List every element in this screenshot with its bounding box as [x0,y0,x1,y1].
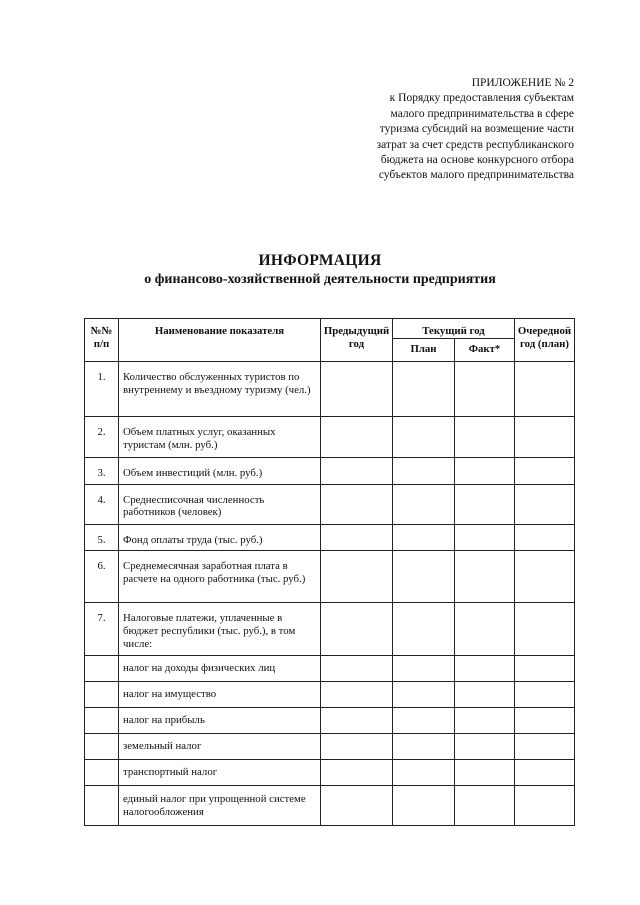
cell-fact[interactable] [455,524,515,551]
cell-next-year[interactable] [515,655,575,681]
appendix-block [274,76,574,184]
cell-next-year[interactable] [515,785,575,825]
document-subtitle: о финансово-хозяйственной деятельности предприятия [144,272,496,287]
table-row [85,361,575,416]
cell-plan[interactable] [393,733,455,759]
row-name: Количество обслуженных туристов по внутреннему и въездному туризму (чел.) [119,361,321,416]
cell-fact[interactable] [455,484,515,524]
cell-plan[interactable] [393,551,455,603]
table-row [85,681,575,707]
cell-next-year[interactable] [515,707,575,733]
row-name: налог на прибыль [119,707,321,733]
cell-fact[interactable] [455,707,515,733]
cell-prev-year[interactable] [321,361,393,416]
cell-next-year[interactable] [515,457,575,484]
row-name: Среднемесячная заработная плата в расчете на одного работника (тыс. руб.) [119,551,321,603]
header-prev-year: Предыдущий год [321,319,393,362]
cell-plan[interactable] [393,361,455,416]
cell-fact[interactable] [455,361,515,416]
cell-plan[interactable] [393,457,455,484]
row-num: 5. [85,524,119,551]
row-num [85,655,119,681]
table-row [85,524,575,551]
cell-fact[interactable] [455,603,515,655]
cell-fact[interactable] [455,457,515,484]
appendix-line: малого предпринимательства в сфере [390,107,574,120]
cell-prev-year[interactable] [321,707,393,733]
header-fact: Факт* [455,338,515,361]
cell-fact[interactable] [455,416,515,457]
table-row [85,457,575,484]
row-num [85,785,119,825]
cell-fact[interactable] [455,551,515,603]
table-row [85,416,575,457]
row-num [85,759,119,785]
cell-plan[interactable] [393,655,455,681]
cell-next-year[interactable] [515,733,575,759]
cell-plan[interactable] [393,603,455,655]
header-plan: План [393,338,455,361]
table-row [85,551,575,603]
row-name: Налоговые платежи, уплаченные в бюджет республики (тыс. руб.), в том числе: [119,603,321,655]
table-row [85,733,575,759]
cell-plan[interactable] [393,524,455,551]
row-num: 4. [85,484,119,524]
cell-prev-year[interactable] [321,655,393,681]
appendix-title: ПРИЛОЖЕНИЕ № 2 [471,77,574,89]
cell-prev-year[interactable] [321,457,393,484]
cell-fact[interactable] [455,733,515,759]
cell-prev-year[interactable] [321,524,393,551]
cell-plan[interactable] [393,416,455,457]
header-num: №№ п/п [85,319,119,362]
table-row [85,785,575,825]
cell-prev-year[interactable] [321,484,393,524]
row-name: Фонд оплаты труда (тыс. руб.) [119,524,321,551]
appendix-line: субъектов малого предпринимательства [378,169,574,182]
row-num: 3. [85,457,119,484]
cell-prev-year[interactable] [321,733,393,759]
row-name: Объем инвестиций (млн. руб.) [119,457,321,484]
cell-next-year[interactable] [515,759,575,785]
cell-next-year[interactable] [515,551,575,603]
cell-prev-year[interactable] [321,759,393,785]
row-num: 2. [85,416,119,457]
cell-next-year[interactable] [515,416,575,457]
cell-prev-year[interactable] [321,785,393,825]
cell-plan[interactable] [393,707,455,733]
cell-next-year[interactable] [515,524,575,551]
row-num: 1. [85,361,119,416]
header-name: Наименование показателя [119,319,321,362]
document-heading [0,252,640,288]
appendix-line: затрат за счет средств республиканского [376,138,574,151]
row-name: Объем платных услуг, оказанных туристам (млн. руб.) [119,416,321,457]
row-num [85,733,119,759]
row-num: 6. [85,551,119,603]
appendix-line: туризма субсидий на возмещение части [379,123,574,136]
row-name: налог на доходы физических лиц [119,655,321,681]
document-title: ИНФОРМАЦИЯ [258,252,382,269]
row-num: 7. [85,603,119,655]
table-row [85,484,575,524]
cell-next-year[interactable] [515,484,575,524]
cell-fact[interactable] [455,759,515,785]
table-row [85,603,575,655]
table-row [85,655,575,681]
row-num [85,707,119,733]
row-name: Среднесписочная численность работников (человек) [119,484,321,524]
appendix-line: бюджета на основе конкурсного отбора [380,154,574,167]
cell-fact[interactable] [455,681,515,707]
row-name: транспортный налог [119,759,321,785]
financial-info-table [84,318,575,826]
header-next-year: Очередной год (план) [515,319,575,362]
table-row [85,707,575,733]
cell-fact[interactable] [455,785,515,825]
cell-prev-year[interactable] [321,681,393,707]
row-num [85,681,119,707]
cell-prev-year[interactable] [321,551,393,603]
cell-next-year[interactable] [515,681,575,707]
cell-plan[interactable] [393,484,455,524]
cell-next-year[interactable] [515,603,575,655]
cell-prev-year[interactable] [321,416,393,457]
row-name: налог на имущество [119,681,321,707]
appendix-line: к Порядку предоставления субъектам [389,92,574,105]
row-name: единый налог при упрощенной системе налогообложения [119,785,321,825]
cell-next-year[interactable] [515,361,575,416]
cell-plan[interactable] [393,785,455,825]
cell-prev-year[interactable] [321,603,393,655]
cell-plan[interactable] [393,681,455,707]
row-name: земельный налог [119,733,321,759]
cell-plan[interactable] [393,759,455,785]
table-row [85,759,575,785]
cell-fact[interactable] [455,655,515,681]
header-current-year: Текущий год [393,319,515,339]
